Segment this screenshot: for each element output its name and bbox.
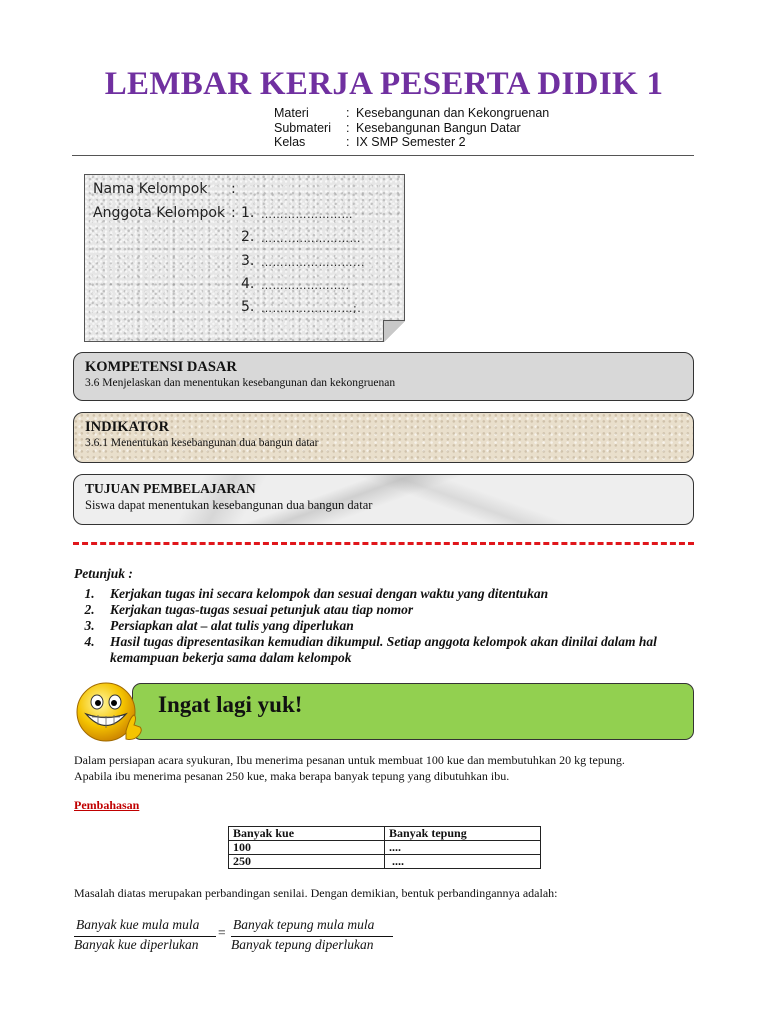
meta-sep: : <box>346 106 350 120</box>
meta-sep: : <box>346 120 350 135</box>
member-number: 2. <box>241 229 255 245</box>
table-row <box>229 841 541 855</box>
formula-right-numerator: Banyak tepung mula mula <box>233 917 375 932</box>
worksheet-title: LEMBAR KERJA PESERTA DIDIK 1 <box>104 66 664 102</box>
problem-text <box>74 752 704 784</box>
ingat-banner <box>132 683 694 740</box>
member-blank[interactable]: ……..……………… <box>261 232 361 245</box>
member-number: 5. <box>241 299 255 315</box>
dashed-divider <box>73 542 694 545</box>
meta-kelas <box>274 135 549 150</box>
member-number: 1. <box>241 205 255 221</box>
header-divider <box>72 155 694 156</box>
tujuan-text: Siswa dapat menentukan kesebangunan dua bangun datar <box>85 498 373 512</box>
indikator-heading: INDIKATOR <box>85 419 170 435</box>
list-item: 3. Persiapkan alat – alat tulis yang diperlukan <box>98 618 698 634</box>
group-name-sep: : <box>231 181 236 197</box>
formula-right-denominator: Banyak tepung diperlukan <box>231 937 374 952</box>
worksheet-meta <box>274 106 549 150</box>
indikator-box <box>73 412 694 463</box>
member-blank[interactable]: …………………… <box>261 208 353 221</box>
meta-value: Kesebangunan Bangun Datar <box>356 120 521 135</box>
indikator-text: 3.6.1 Menentukan kesebangunan dua bangun datar <box>85 437 319 449</box>
group-members-label: Anggota Kelompok <box>93 205 226 221</box>
formula-left-denominator: Banyak kue diperlukan <box>74 937 199 952</box>
list-item: 2. Kerjakan tugas-tugas sesuai petunjuk atau tiap nomor <box>98 602 698 618</box>
group-members-sep: : <box>231 205 236 221</box>
table-header: Banyak tepung <box>385 827 541 841</box>
meta-submateri <box>274 121 549 136</box>
meta-key: Kelas <box>274 135 306 149</box>
table-cell: 100 <box>229 841 385 855</box>
meta-key: Submateri <box>274 120 331 135</box>
petunjuk-section <box>74 566 698 666</box>
meta-materi <box>274 106 549 121</box>
ingat-label: Ingat lagi yuk! <box>158 692 303 717</box>
page-curl-corner <box>383 320 405 342</box>
group-name-label: Nama Kelompok <box>93 181 208 197</box>
meta-value: IX SMP Semester 2 <box>356 135 466 149</box>
table-cell[interactable]: .... <box>385 841 541 855</box>
meta-sep: : <box>346 135 350 149</box>
data-table <box>228 826 541 869</box>
group-card <box>84 174 405 342</box>
formula-left-numerator: Banyak kue mula mula <box>76 917 200 932</box>
table-header: Banyak kue <box>229 827 385 841</box>
smiley-thumbs-icon <box>72 681 144 745</box>
formula-equals: = <box>218 925 226 940</box>
list-item: 1. Kerjakan tugas ini secara kelompok dan sesuai dengan waktu yang ditentukan <box>98 586 698 602</box>
member-number: 4. <box>241 276 255 292</box>
problem-line-1: Dalam persiapan acara syukuran, Ibu menerima pesanan untuk membuat 100 kue dan membutuhkan 20 kg tepung. <box>74 753 625 767</box>
table-row <box>229 855 541 869</box>
table-cell: 250 <box>229 855 385 869</box>
petunjuk-heading: Petunjuk : <box>74 566 133 581</box>
meta-key: Materi <box>274 106 309 120</box>
kompetensi-text: 3.6 Menjelaskan dan menentukan kesebangunan dan kekongruenan <box>85 377 396 389</box>
meta-value: Kesebangunan dan Kekongruenan <box>356 106 550 120</box>
table-cell[interactable]: .... <box>385 855 541 869</box>
list-item: 4. Hasil tugas dipresentasikan kemudian dikumpul. Setiap anggota kelompok akan dinilai dalam hal kemampuan bekerja sama dalam kelompok <box>98 634 698 666</box>
member-number: 3. <box>241 253 255 269</box>
problem-line-2: Apabila ibu menerima pesanan 250 kue, maka berapa banyak tepung yang dibutuhkan ibu. <box>74 769 510 783</box>
petunjuk-list <box>74 586 698 666</box>
member-blank[interactable]: ……………………;. <box>261 302 362 315</box>
pembahasan-heading: Pembahasan <box>74 798 140 812</box>
member-blank[interactable]: ………………….. <box>261 279 350 292</box>
tujuan-box <box>73 474 694 525</box>
tujuan-heading: TUJUAN PEMBELAJARAN <box>85 481 256 496</box>
kompetensi-heading: KOMPETENSI DASAR <box>85 359 237 375</box>
kompetensi-dasar-box <box>73 352 694 401</box>
masalah-text: Masalah diatas merupakan perbandingan senilai. Dengan demikian, bentuk perbandingannya adalah: <box>74 886 558 900</box>
member-blank[interactable]: ……………………... <box>261 256 365 269</box>
table-header-row <box>229 827 541 841</box>
